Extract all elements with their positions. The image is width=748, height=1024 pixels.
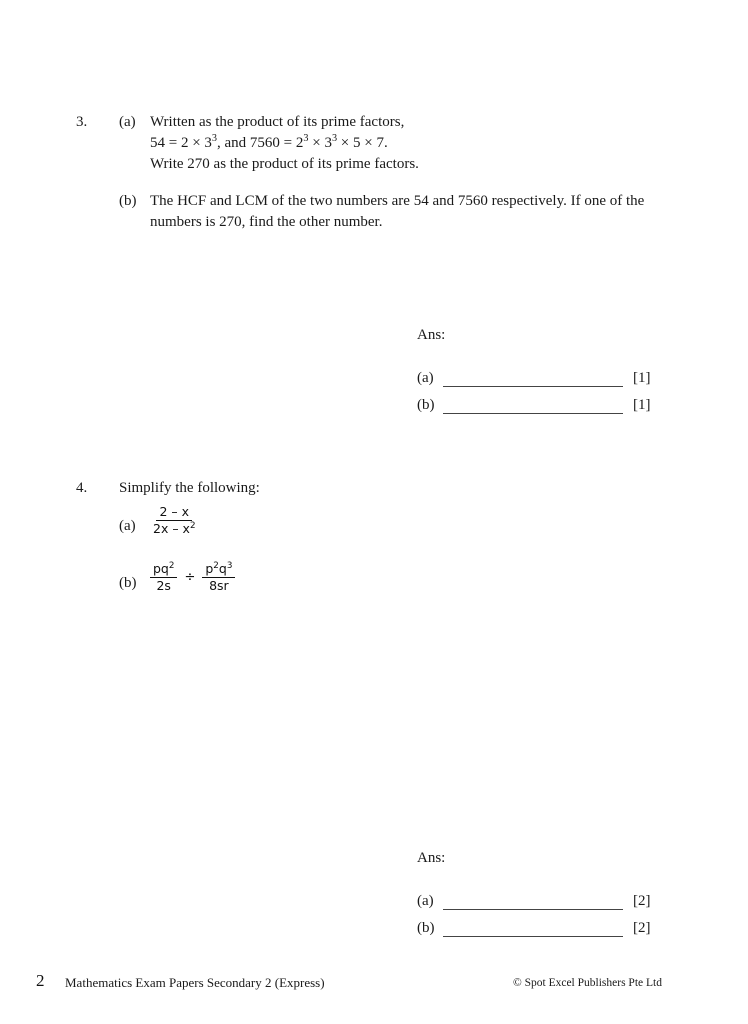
- question-3-number: 3.: [76, 114, 88, 130]
- fraction-denominator: 8sr: [209, 578, 229, 593]
- footer-title: Mathematics Exam Papers Secondary 2 (Express): [65, 975, 325, 990]
- numerator-base: pq: [153, 561, 169, 576]
- question-4-part-b-expression: [150, 562, 235, 593]
- question-4-number: 4.: [76, 480, 88, 496]
- answer-write-line[interactable]: [443, 386, 623, 387]
- fraction-numerator: [202, 562, 235, 578]
- page-footer: [0, 970, 748, 1000]
- fraction-p-squared-q-cubed-over-8sr: [202, 562, 235, 593]
- answer-row: [417, 918, 717, 945]
- answer-row: [417, 368, 717, 395]
- q3a-l2-sup-a: 3: [211, 133, 218, 144]
- question-3a-line-3: Write 270 as the product of its prime factors.: [150, 156, 419, 172]
- question-3-part-b-label: (b): [119, 193, 137, 209]
- marks-badge: [2]: [633, 920, 651, 936]
- fraction-pq-squared-over-2s: [150, 562, 177, 593]
- fraction-numerator: [150, 562, 177, 578]
- question-4-part-b-label: (b): [119, 575, 137, 591]
- question-4: [0, 478, 748, 618]
- question-3b-line-1: The HCF and LCM of the two numbers are 54 and 7560 respectively. If one of the: [150, 193, 645, 209]
- answer-write-line[interactable]: [443, 413, 623, 414]
- q3a-l2-seg-c: × 3: [308, 135, 332, 151]
- question-3b-line-2: numbers is 270, find the other number.: [150, 214, 383, 230]
- denominator-base: 2x – x: [153, 521, 190, 536]
- numerator-base-1: p: [205, 561, 214, 576]
- marks-badge: [2]: [633, 893, 651, 909]
- footer-copyright: © Spot Excel Publishers Pte Ltd: [513, 977, 662, 989]
- fraction-denominator: 2s: [156, 578, 171, 593]
- answer-write-line[interactable]: [443, 909, 623, 910]
- question-3a-line-1: Written as the product of its prime factors,: [150, 114, 405, 130]
- answer-row-part-label: (a): [417, 893, 434, 909]
- numerator-base-2: q: [218, 561, 227, 576]
- fraction-denominator: [150, 521, 199, 536]
- question-4-part-a-label: (a): [119, 518, 136, 534]
- question-3-part-b-text: [150, 191, 660, 233]
- answer-row: [417, 891, 717, 918]
- answer-label: Ans:: [417, 327, 446, 343]
- answer-block-question-4: [417, 848, 717, 945]
- denominator-exponent: 2: [189, 520, 196, 531]
- answer-row-part-label: (a): [417, 370, 434, 386]
- fraction-2-minus-x-over-2x-minus-x-squared: [150, 505, 199, 536]
- answer-rows: [417, 891, 717, 945]
- answer-row-part-label: (b): [417, 920, 435, 936]
- fraction-numerator: 2 – x: [156, 505, 192, 521]
- answer-row: [417, 395, 717, 422]
- answer-label: Ans:: [417, 850, 446, 866]
- question-4-stem: Simplify the following:: [119, 480, 260, 496]
- answer-row-part-label: (b): [417, 397, 435, 413]
- answer-rows: [417, 368, 717, 422]
- answer-write-line[interactable]: [443, 936, 623, 937]
- q3a-l2-sup-b: 3: [303, 133, 309, 144]
- page-number: 2: [36, 971, 45, 990]
- marks-badge: [1]: [633, 370, 651, 386]
- numerator-exponent-1: 2: [213, 560, 219, 571]
- division-operator-icon: ÷: [184, 570, 196, 585]
- q3a-l2-seg-b: , and 7560 = 2: [217, 135, 304, 151]
- q3a-l2-seg-a: 54 = 2 × 3: [150, 135, 212, 151]
- q3a-l2-sup-c: 3: [331, 133, 338, 144]
- q3a-l2-seg-d: × 5 × 7.: [337, 135, 388, 151]
- question-3-part-a-text: [150, 112, 670, 175]
- numerator-exponent: 2: [168, 560, 175, 571]
- numerator-exponent-2: 3: [226, 560, 233, 571]
- question-4-part-a-expression: [150, 505, 199, 536]
- question-3-part-a-label: (a): [119, 114, 136, 130]
- answer-block-question-3: [417, 325, 717, 422]
- marks-badge: [1]: [633, 397, 651, 413]
- question-3: [0, 112, 748, 252]
- question-3a-line-2: [150, 133, 670, 154]
